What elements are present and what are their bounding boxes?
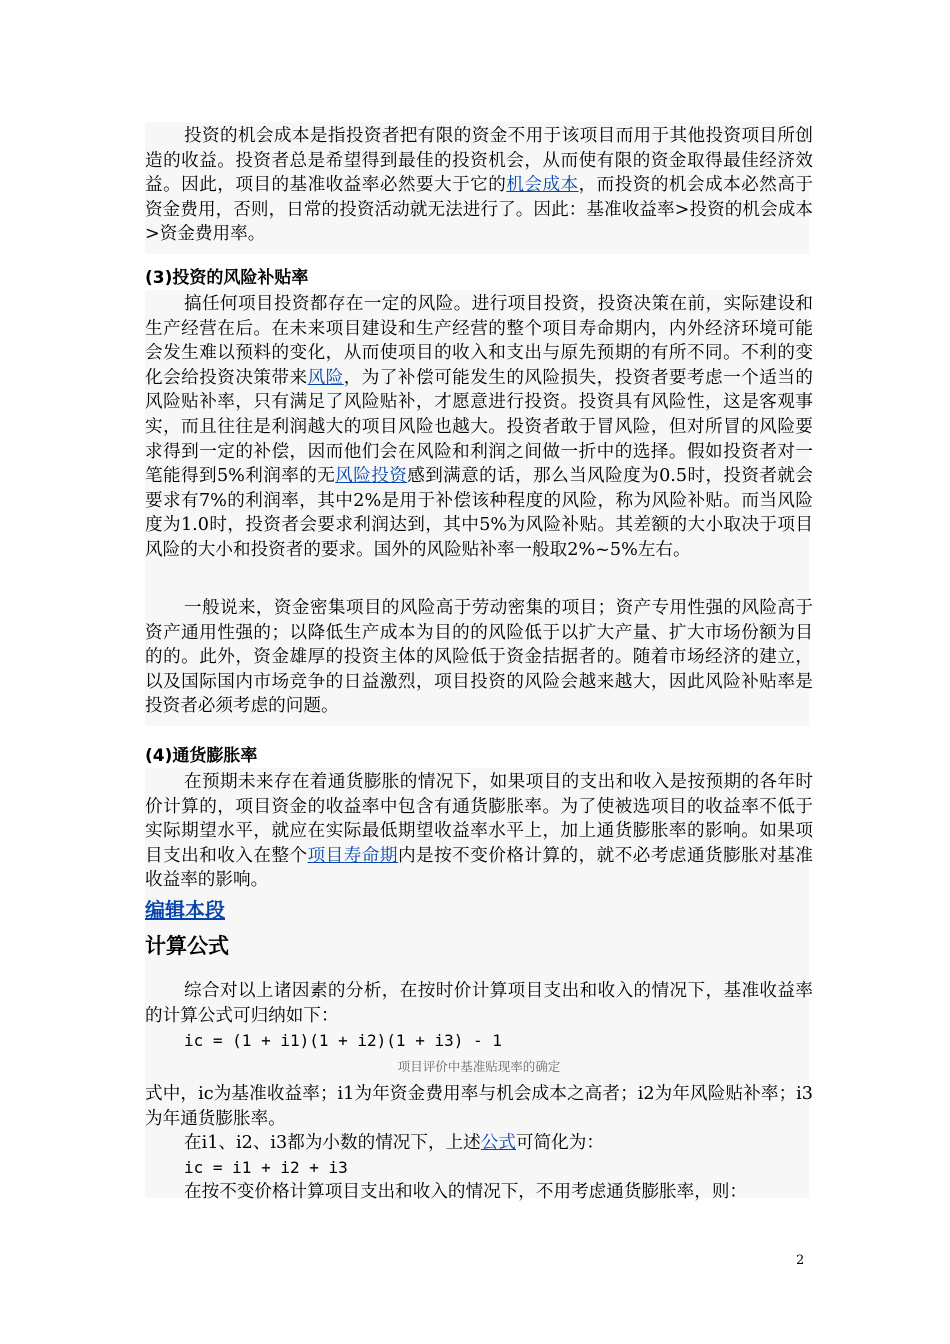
link-project-lifecycle[interactable]: 项目寿命期 [307, 845, 398, 866]
link-formula[interactable]: 公式 [480, 1133, 516, 1153]
paragraph-simplify: 在i1、i2、i3都为小数的情况下，上述公式可简化为： [184, 1133, 604, 1153]
paragraph-risk-1: 搞任何项目投资都存在一定的风险。进行项目投资，投资决策在前，实际建设和生产经营在后。在未来项目建设和生产经营的整个项目寿命期内，内外经济环境可能会发生难以预料的变化，从而使项目的收入和支出与原先预期的有所不同。不利的变化会给投资决策带来风险，为了补偿可能发生的风险损失，投资者要考虑一个适当的风险贴补率，只有满足了风险贴补，才愿意进行投资。投资具有风险性，这是客观事实，而且往往是利润越大的项目风险也越大。投资者敢于冒风险，但对所冒的风险要求得到一定的补偿，因而他们会在风险和利润之间做一折中的选择。假如投资者对一笔能得到5%利润率的无风险投资感到满意的话，那么当风险度为0.5时，投资者就会要求有7%的利润率，其中2%是用于补偿该种程度的风险，称为风险补贴。而当风险度为1.0时，投资者会要求利润达到，其中5%为风险补贴。其差额的大小取决于项目风险的大小和投资者的要求。国外的风险贴补率一般取2%~5%左右。 [145, 294, 813, 560]
formula-simplified: ic = i1 + i2 + i3 [184, 1158, 348, 1177]
paragraph-opportunity-cost: 投资的机会成本是指投资者把有限的资金不用于该项目而用于其他投资项目所创造的收益。投资者总是希望得到最佳的投资机会，从而使有限的资金取得最佳经济效益。因此，项目的基准收益率必然要大于它的机会成本，而投资的机会成本必然高于资金费用，否则，日常的投资活动就无法进行了。因此：基准收益率>投资的机会成本>资金费用率。 [145, 126, 813, 245]
paragraph-risk-2: 一般说来，资金密集项目的风险高于劳动密集的项目；资产专用性强的风险高于资产通用性强的；以降低生产成本为目的的风险低于以扩大产量、扩大市场份额为目的的。此外，资金雄厚的投资主体的风险低于资金拮据者的。随着市场经济的建立，以及国际国内市场竞争的日益激烈，项目投资的风险会越来越大，因此风险补贴率是投资者必须考虑的问题。 [145, 598, 813, 717]
edit-section-link[interactable]: 编辑本段 [145, 898, 225, 922]
page-number: 2 [796, 1253, 805, 1268]
paragraph-summary: 综合对以上诸因素的分析，在按时价计算项目支出和收入的情况下，基准收益率的计算公式可归纳如下： [145, 981, 813, 1026]
link-risk-investment[interactable]: 风险投资 [335, 466, 408, 487]
paragraph-where: 式中，ic为基准收益率；i1为年资金费用率与机会成本之高者；i2为年风险贴补率；i3为年通货膨胀率。 [145, 1084, 813, 1129]
image-caption: 项目评价中基准贴现率的确定 [397, 1059, 561, 1074]
heading-inflation: (4)通货膨胀率 [145, 746, 258, 766]
link-risk[interactable]: 风险 [307, 367, 344, 388]
heading-formula: 计算公式 [145, 934, 229, 958]
paragraph-constant-price: 在按不变价格计算项目支出和收入的情况下，不用考虑通货膨胀率，则： [184, 1182, 748, 1202]
paragraph-inflation: 在预期未来存在着通货膨胀的情况下，如果项目的支出和收入是按预期的各年时价计算的，项目资金的收益率中包含有通货膨胀率。为了使被选项目的收益率不低于实际期望水平，就应在实际最低期望收益率水平上，加上通货膨胀率的影响。如果项目支出和收入在整个项目寿命期内是按不变价格计算的，就不必考虑通货膨胀对基准收益率的影响。 [145, 772, 813, 891]
formula-full: ic = (1 + i1)(1 + i2)(1 + i3) - 1 [184, 1031, 502, 1050]
link-opportunity-cost[interactable]: 机会成本 [506, 175, 579, 196]
heading-risk-premium: (3)投资的风险补贴率 [145, 268, 309, 288]
